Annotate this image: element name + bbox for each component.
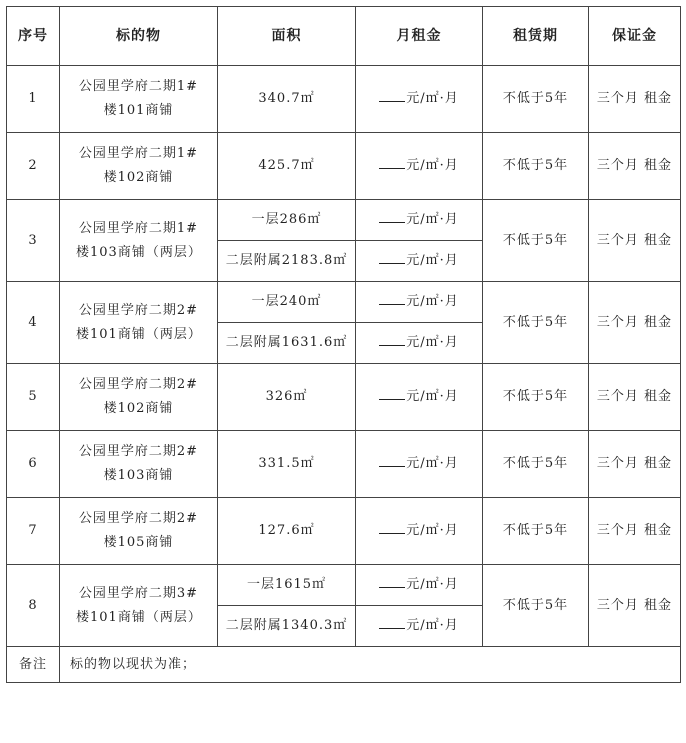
note-row — [7, 647, 681, 683]
row-number: 1 — [7, 66, 60, 133]
rent-blank — [379, 87, 405, 102]
deposit-cell: 三个月 租金 — [589, 565, 681, 647]
header-item: 标的物 — [60, 7, 218, 66]
rent-unit: 元/㎡·月 — [406, 523, 459, 538]
deposit-cell: 三个月 租金 — [589, 282, 681, 364]
term-cell: 不低于5年 — [483, 431, 589, 498]
deposit-cell: 三个月 租金 — [589, 431, 681, 498]
rent-cell — [356, 282, 483, 323]
area-cell: 二层附属2183.8㎡ — [218, 241, 356, 282]
term-cell: 不低于5年 — [483, 200, 589, 282]
rent-cell — [356, 66, 483, 133]
table-row — [7, 364, 681, 431]
rent-blank — [379, 154, 405, 169]
rent-cell — [356, 364, 483, 431]
rent-blank — [379, 249, 405, 264]
table-row — [7, 498, 681, 565]
note-label: 备注 — [7, 647, 60, 683]
table-row — [7, 66, 681, 133]
row-number: 5 — [7, 364, 60, 431]
note-text: 标的物以现状为准； — [60, 647, 681, 683]
table-row — [7, 282, 681, 323]
table-row — [7, 565, 681, 606]
rent-blank — [379, 208, 405, 223]
table-row — [7, 133, 681, 200]
rent-cell — [356, 241, 483, 282]
item-name: 公园里学府二期2#楼105商铺 — [60, 498, 218, 565]
rent-blank — [379, 614, 405, 629]
table-row — [7, 431, 681, 498]
term-cell: 不低于5年 — [483, 133, 589, 200]
table-row — [7, 200, 681, 241]
rent-blank — [379, 385, 405, 400]
rent-unit: 元/㎡·月 — [406, 158, 459, 173]
rent-cell — [356, 498, 483, 565]
area-cell: 127.6㎡ — [218, 498, 356, 565]
item-name: 公园里学府二期1#楼101商铺 — [60, 66, 218, 133]
row-number: 2 — [7, 133, 60, 200]
item-name: 公园里学府二期2#楼103商铺 — [60, 431, 218, 498]
area-cell: 425.7㎡ — [218, 133, 356, 200]
area-cell: 一层1615㎡ — [218, 565, 356, 606]
area-cell: 二层附属1340.3㎡ — [218, 606, 356, 647]
header-no: 序号 — [7, 7, 60, 66]
term-cell: 不低于5年 — [483, 498, 589, 565]
rent-unit: 元/㎡·月 — [406, 335, 459, 350]
item-name: 公园里学府二期2#楼101商铺（两层） — [60, 282, 218, 364]
deposit-cell: 三个月 租金 — [589, 364, 681, 431]
header-term: 租赁期 — [483, 7, 589, 66]
rent-cell — [356, 200, 483, 241]
rent-unit: 元/㎡·月 — [406, 91, 459, 106]
row-number: 3 — [7, 200, 60, 282]
rent-blank — [379, 331, 405, 346]
deposit-cell: 三个月 租金 — [589, 66, 681, 133]
rent-cell — [356, 431, 483, 498]
header-rent: 月租金 — [356, 7, 483, 66]
rent-cell — [356, 565, 483, 606]
rent-unit: 元/㎡·月 — [406, 253, 459, 268]
rent-blank — [379, 290, 405, 305]
lease-table — [6, 6, 681, 683]
rent-blank — [379, 452, 405, 467]
item-name: 公园里学府二期1#楼103商铺（两层） — [60, 200, 218, 282]
area-cell: 326㎡ — [218, 364, 356, 431]
area-cell: 一层240㎡ — [218, 282, 356, 323]
term-cell: 不低于5年 — [483, 565, 589, 647]
area-cell: 一层286㎡ — [218, 200, 356, 241]
header-area: 面积 — [218, 7, 356, 66]
area-cell: 340.7㎡ — [218, 66, 356, 133]
header-row — [7, 7, 681, 66]
header-deposit: 保证金 — [589, 7, 681, 66]
rent-cell — [356, 606, 483, 647]
rent-unit: 元/㎡·月 — [406, 618, 459, 633]
rent-blank — [379, 519, 405, 534]
area-cell: 二层附属1631.6㎡ — [218, 323, 356, 364]
term-cell: 不低于5年 — [483, 364, 589, 431]
rent-cell — [356, 323, 483, 364]
deposit-cell: 三个月 租金 — [589, 133, 681, 200]
area-cell: 331.5㎡ — [218, 431, 356, 498]
rent-unit: 元/㎡·月 — [406, 577, 459, 592]
deposit-cell: 三个月 租金 — [589, 200, 681, 282]
rent-unit: 元/㎡·月 — [406, 294, 459, 309]
term-cell: 不低于5年 — [483, 66, 589, 133]
row-number: 6 — [7, 431, 60, 498]
row-number: 7 — [7, 498, 60, 565]
rent-blank — [379, 573, 405, 588]
item-name: 公园里学府二期1#楼102商铺 — [60, 133, 218, 200]
rent-unit: 元/㎡·月 — [406, 212, 459, 227]
rent-unit: 元/㎡·月 — [406, 389, 459, 404]
deposit-cell: 三个月 租金 — [589, 498, 681, 565]
rent-unit: 元/㎡·月 — [406, 456, 459, 471]
term-cell: 不低于5年 — [483, 282, 589, 364]
item-name: 公园里学府二期3#楼101商铺（两层） — [60, 565, 218, 647]
row-number: 4 — [7, 282, 60, 364]
rent-cell — [356, 133, 483, 200]
row-number: 8 — [7, 565, 60, 647]
item-name: 公园里学府二期2#楼102商铺 — [60, 364, 218, 431]
